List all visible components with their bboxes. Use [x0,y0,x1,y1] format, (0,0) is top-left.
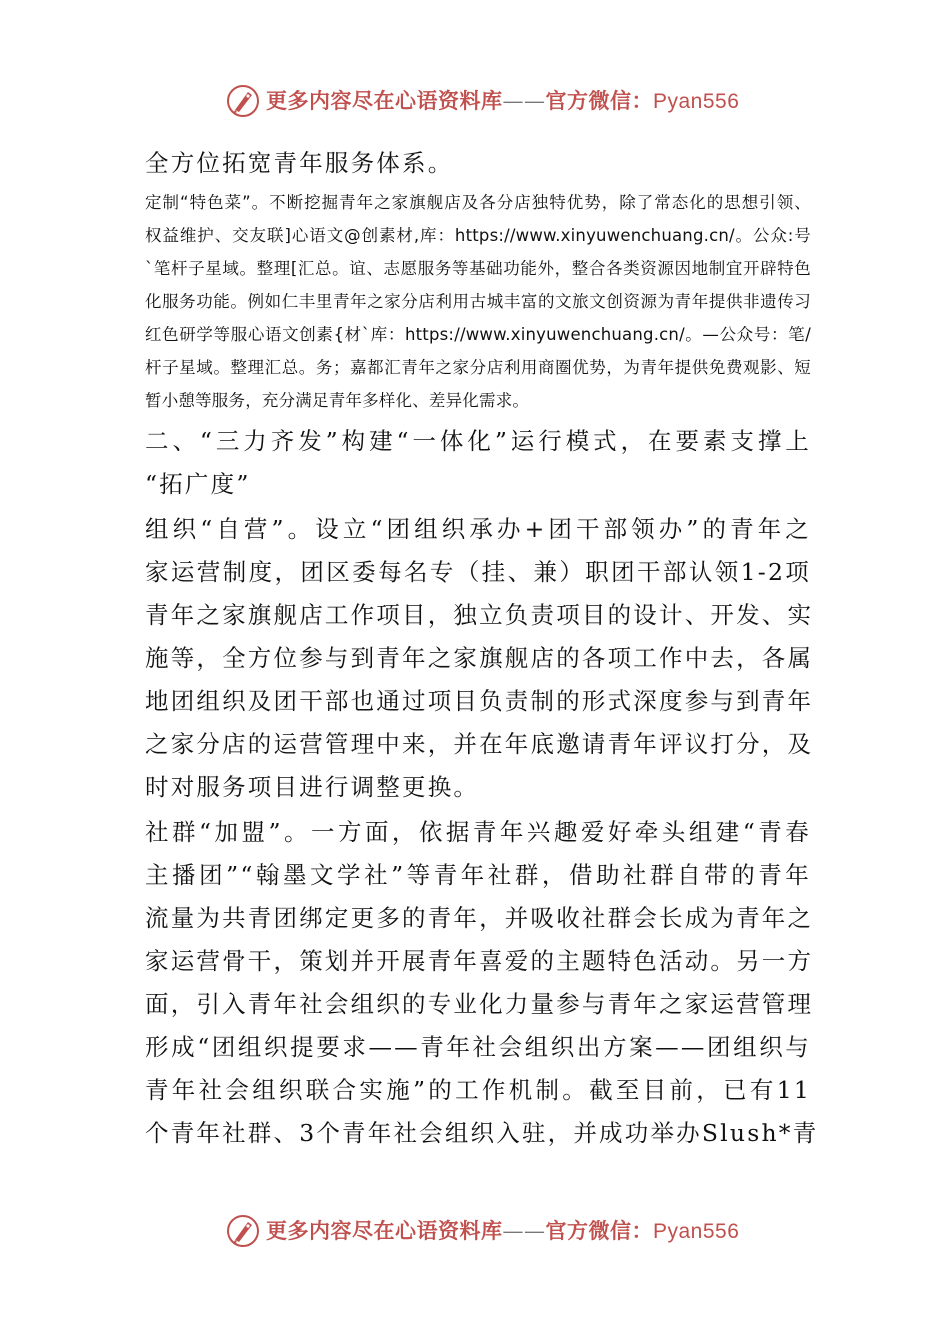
text-line: 流量为共青团绑定更多的青年，并吸收社群会长成为青年之 [145,904,814,932]
text-line: 之家分店的运营管理中来，并在年底邀请青年评议打分，及 [145,730,814,758]
header-banner [0,78,950,122]
text-line: 定制“特色菜”。不断挖掘青年之家旗舰店及各分店独特优势，除了常态化的思想引领、 [145,193,811,212]
section-heading: 二、“三力齐发”构建“一体化”运行模式，在要素支撑上 [145,427,811,455]
text-line: 施等，全方位参与到青年之家旗舰店的各项工作中去，各属 [145,644,814,672]
banner-text: 更多内容尽在心语资料库——官方微信：Pyan556 [266,88,740,113]
text-line: 地团组织及团干部也通过项目负责制的形式深度参与到青年 [145,687,814,715]
footer-banner [0,1208,950,1252]
pen-nib-logo-icon [226,1214,260,1248]
text-line: 暂小憩等服务，充分满足青年多样化、差异化需求。 [145,391,530,410]
text-line: 形成“团组织提要求——青年社会组织出方案——团组织与 [145,1033,811,1061]
text-line: 主播团”“翰墨文学社”等青年社群，借助社群自带的青年 [145,861,811,889]
text-line: 社群“加盟”。一方面，依据青年兴趣爱好牵头组建“青春 [145,818,811,846]
text-line: 家运营制度，团区委每名专（挂、兼）职团干部认领1-2项 [145,558,811,586]
text-line: 青年之家旗舰店工作项目，独立负责项目的设计、开发、实 [145,601,814,629]
text-line: 时对服务项目进行调整更换。 [145,773,480,801]
text-line: 红色研学等服心语文创素{材`库：https://www.xinyuwenchuang.cn/。—公众号：笔/ [145,325,811,344]
text-line: 组织“自营”。设立“团组织承办+团干部领办”的青年之 [145,515,811,543]
section-heading: “拓广度” [145,470,251,498]
text-line: 化服务功能。例如仁丰里青年之家分店利用古城丰富的文旅文创资源为青年提供非遗传习 [145,292,811,311]
pen-nib-logo-icon [226,84,260,118]
text-line: 全方位拓宽青年服务体系。 [145,149,454,177]
banner-text: 更多内容尽在心语资料库——官方微信：Pyan556 [266,1218,740,1243]
text-line: 面，引入青年社会组织的专业化力量参与青年之家运营管理 [145,990,814,1018]
text-line: 青年社会组织联合实施”的工作机制。截至目前，已有11 [145,1076,811,1104]
text-line: 个青年社群、3个青年社会组织入驻，并成功举办Slush*青 [145,1119,819,1147]
text-line: 杆子星域。整理汇总。务；嘉都汇青年之家分店利用商圈优势，为青年提供免费观影、短 [145,358,811,377]
text-line: 权益维护、交友联]心语文@创素材,库：https://www.xinyuwenchuang.cn/。公众:号 [145,226,811,245]
text-line: `笔杆子星域。整理[汇总。谊、志愿服务等基础功能外，整合各类资源因地制宜开辟特色 [145,259,811,278]
text-line: 家运营骨干，策划并开展青年喜爱的主题特色活动。另一方 [145,947,814,975]
